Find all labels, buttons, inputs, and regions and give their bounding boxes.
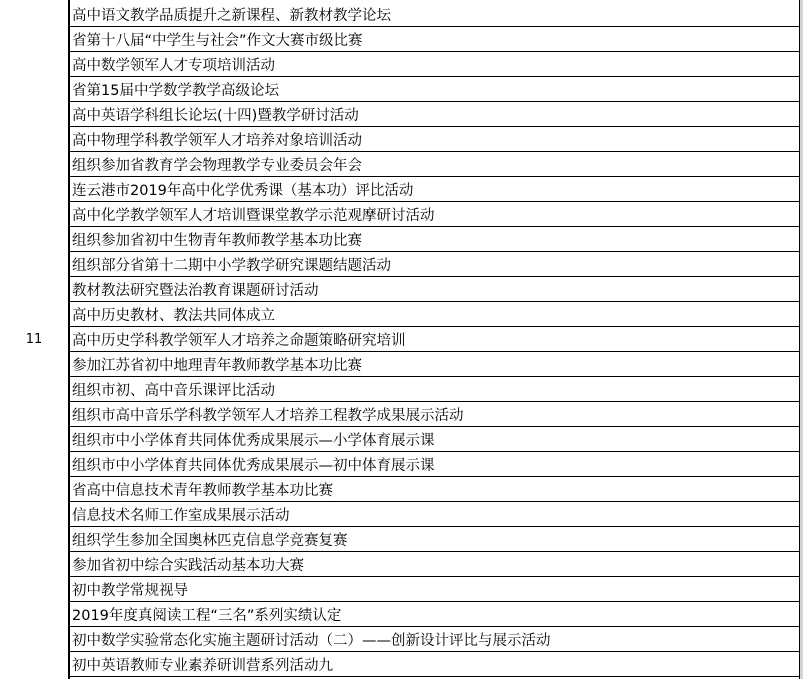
table-row[interactable]: 连云港市2019年高中化学优秀课（基本功）评比活动 [70,177,799,202]
table-row[interactable]: 教材教法研究暨法治教育课题研讨活动 [70,277,799,302]
table-row[interactable]: 高中语文教学品质提升之新课程、新教材教学论坛 [70,2,799,27]
index-cell[interactable] [0,0,69,679]
table-row[interactable]: 高中历史学科教学领军人才培养之命题策略研究培训 [70,327,799,352]
table-row[interactable]: 初中英语教师专业素养研训营系列活动九 [70,652,799,677]
index-value: 11 [25,332,43,347]
table-row[interactable]: 信息技术名师工作室成果展示活动 [70,502,799,527]
table-row[interactable]: 组织市中小学体育共同体优秀成果展示—小学体育展示课 [70,427,799,452]
table-row[interactable]: 高中数学领军人才专项培训活动 [70,52,799,77]
table-row[interactable]: 组织参加省教育学会物理教学专业委员会年会 [70,152,799,177]
activity-list [70,2,799,677]
table-row[interactable]: 高中物理学科教学领军人才培养对象培训活动 [70,127,799,152]
table-row[interactable]: 省高中信息技术青年教师教学基本功比赛 [70,477,799,502]
table-row[interactable]: 组织市初、高中音乐课评比活动 [70,377,799,402]
table-row[interactable]: 组织市高中音乐学科教学领军人才培养工程教学成果展示活动 [70,402,799,427]
table-row[interactable]: 初中数学实验常态化实施主题研讨活动（二）——创新设计评比与展示活动 [70,627,799,652]
table-row[interactable]: 参加省初中综合实践活动基本功大赛 [70,552,799,577]
table-row[interactable]: 组织学生参加全国奥林匹克信息学竞赛复赛 [70,527,799,552]
table-row[interactable]: 省第15届中学数学教学高级论坛 [70,77,799,102]
table-row[interactable]: 组织参加省初中生物青年教师教学基本功比赛 [70,227,799,252]
table-row[interactable]: 参加江苏省初中地理青年教师教学基本功比赛 [70,352,799,377]
table-row[interactable]: 高中历史教材、教法共同体成立 [70,302,799,327]
table-row[interactable]: 组织部分省第十二期中小学教学研究课题结题活动 [70,252,799,277]
table-row[interactable]: 组织市中小学体育共同体优秀成果展示—初中体育展示课 [70,452,799,477]
table-row[interactable]: 高中化学教学领军人才培训暨课堂教学示范观摩研讨活动 [70,202,799,227]
table-row[interactable]: 2019年度真阅读工程“三名”系列实绩认定 [70,602,799,627]
table-row[interactable]: 高中英语学科组长论坛(十四)暨教学研讨活动 [70,102,799,127]
table-row[interactable]: 省第十八届“中学生与社会”作文大赛市级比赛 [70,27,799,52]
table-row[interactable]: 初中教学常规视导 [70,577,799,602]
